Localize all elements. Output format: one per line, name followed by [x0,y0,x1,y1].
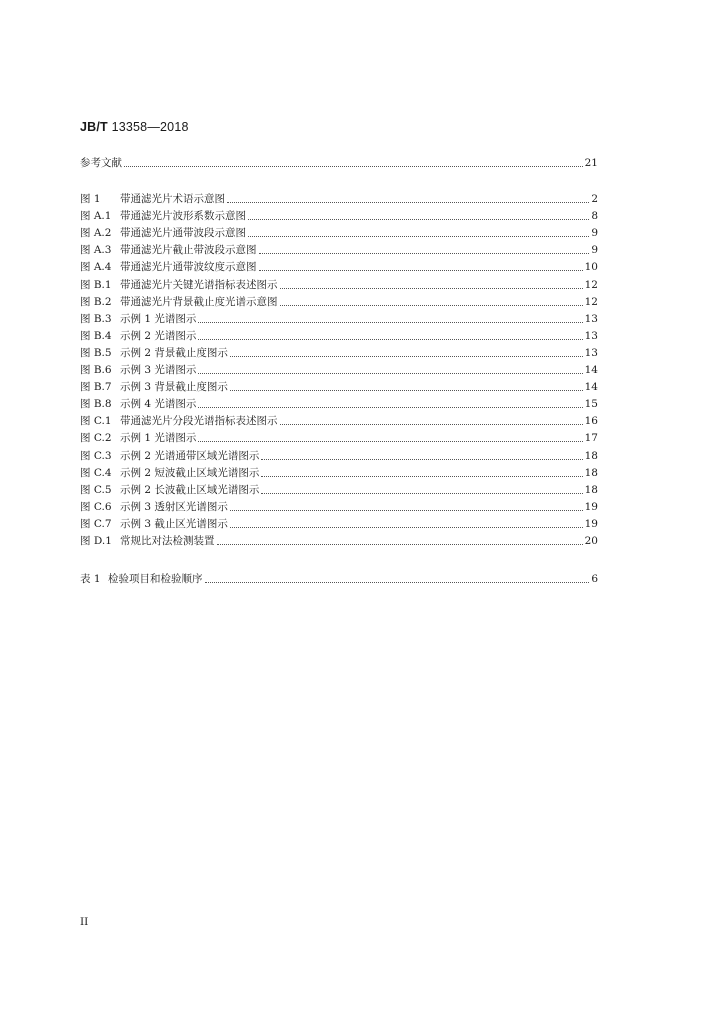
toc-entry-page: 19 [584,500,598,513]
toc-leader-dots [248,235,589,237]
toc-entry-page: 15 [584,398,598,411]
toc-entry-title: 常规比对法检测装置 [120,535,215,547]
toc-entry-page: 21 [584,157,598,169]
toc-entry-title: 带通滤光片通带波段示意图 [120,227,246,240]
toc-entry-figure[interactable] [80,412,598,428]
toc-entry-figure[interactable] [80,498,598,514]
toc-leader-dots [261,492,582,494]
toc-entry-label: 图 B.2 [80,295,112,308]
toc-entry-label: 图 B.3 [80,312,112,325]
toc-entry-label: 图 C.5 [80,483,112,496]
toc-entry-figure[interactable] [80,395,598,411]
toc-entry-page: 17 [584,432,598,445]
toc-leader-dots [198,406,582,408]
toc-entry-label: 图 A.1 [80,210,112,223]
toc-entry-label: 图 A.2 [80,227,112,240]
toc-leader-dots [230,509,583,511]
toc-entry-page: 20 [584,535,598,547]
toc-entry-label: 图 C.4 [80,466,112,479]
toc-entry-references[interactable] [80,154,598,170]
toc-entry-figure[interactable] [80,532,598,548]
toc-leader-dots [227,201,589,203]
toc-entry-label: 图 A.4 [80,261,112,274]
toc-leader-dots [280,304,583,306]
toc-leader-dots [261,475,582,477]
toc-entry-title: 带通滤光片截止带波段示意图 [120,244,257,257]
toc-entry-title: 示例 1 光谱图示 [120,312,197,325]
toc-entry-page: 13 [584,312,598,325]
toc-entry-title: 带通滤光片背景截止度光谱示意图 [120,295,278,308]
toc-entry-figure[interactable] [80,361,598,377]
toc-entry-title: 示例 3 背景截止度图示 [120,381,228,394]
toc-entry-title: 带通滤光片术语示意图 [120,193,225,205]
toc-entry-title: 示例 2 光谱图示 [120,329,197,342]
toc-entry-page: 8 [591,210,598,223]
toc-entry-label: 图 B.8 [80,398,112,411]
standard-code: JB/T [80,120,108,134]
toc-entry-page: 6 [591,573,598,585]
toc-leader-dots [217,543,583,545]
toc-leader-dots [230,526,583,528]
toc-entry-label: 图 B.5 [80,346,112,359]
toc-leader-dots [230,355,583,357]
toc-entry-label: 图 D.1 [80,535,112,547]
toc-entry-label: 图 1 [80,193,101,205]
toc-entry-title: 示例 2 短波截止区域光谱图示 [120,466,260,479]
toc-entry-page: 13 [584,346,598,359]
toc-entry-figure[interactable] [80,241,598,257]
toc-leader-dots [198,338,582,340]
toc-entry-label: 图 A.3 [80,244,112,257]
toc-entry-title: 示例 2 背景截止度图示 [120,346,228,359]
standard-header [80,120,189,134]
toc-entry-title: 带通滤光片关键光谱指标表述图示 [120,278,278,291]
toc-entry-label: 图 C.6 [80,500,112,513]
toc-entry-page: 18 [584,466,598,479]
toc-entry-title: 示例 3 截止区光谱图示 [120,517,228,530]
toc-entry-figure[interactable] [80,429,598,445]
toc-entry-label: 图 C.1 [80,415,112,428]
toc-entry-page: 19 [584,517,598,530]
toc-leader-dots [280,423,583,425]
toc-entry-title: 示例 1 光谱图示 [120,432,197,445]
toc-entry-figure[interactable] [80,224,598,240]
toc-entry-page: 9 [591,227,598,240]
toc-entry-title: 示例 4 光谱图示 [120,398,197,411]
toc-leader-dots [261,458,582,460]
toc-entry-label: 表 1 [80,573,101,585]
toc-entry-page: 13 [584,329,598,342]
toc-entry-figure[interactable] [80,310,598,326]
toc-entry-figure[interactable] [80,481,598,497]
toc-leader-dots [205,581,590,583]
toc-leader-dots [280,287,583,289]
toc-leader-dots [198,321,582,323]
toc-entry-figure[interactable] [80,327,598,343]
toc-entry-title: 示例 3 光谱图示 [120,364,197,376]
toc-leader-dots [198,372,582,374]
toc-entry-figure[interactable] [80,344,598,360]
toc-entry-label: 图 C.2 [80,432,112,445]
toc-entry-figure[interactable] [80,378,598,394]
toc-leader-dots [198,440,582,442]
toc-entry-label: 图 B.7 [80,381,112,394]
toc-entry-figure[interactable] [80,464,598,480]
toc-entry-label: 图 C.7 [80,517,112,530]
toc-leader-dots [124,165,583,167]
standard-number: 13358—2018 [107,120,189,134]
toc-entry-figure[interactable] [80,276,598,292]
toc-entry-title: 参考文献 [80,157,122,169]
toc-entry-figure[interactable] [80,190,598,206]
toc-leader-dots [259,269,583,271]
toc-entry-title: 带通滤光片通带波纹度示意图 [120,261,257,274]
toc-entry-page: 18 [584,483,598,496]
toc-entry-page: 18 [584,449,598,462]
toc-entry-label: 图 C.3 [80,449,112,462]
toc-entry-page: 16 [584,415,598,428]
toc-entry-label: 图 B.4 [80,329,112,342]
toc-entry-title: 带通滤光片分段光谱指标表述图示 [120,415,278,428]
toc-entry-page: 14 [584,381,598,394]
toc-entry-title: 示例 3 透射区光谱图示 [120,500,228,513]
toc-entry-figure[interactable] [80,293,598,309]
toc-entry-table[interactable] [80,570,598,586]
toc-entry-label: 图 B.6 [80,364,112,376]
toc-leader-dots [230,389,583,391]
toc-entry-page: 12 [584,295,598,308]
toc-entry-label: 图 B.1 [80,278,112,291]
toc-entry-title: 检验项目和检验顺序 [108,573,203,585]
toc-entry-page: 12 [584,278,598,291]
toc-entry-figure[interactable] [80,447,598,463]
toc-entry-title: 带通滤光片波形系数示意图 [120,210,246,223]
toc-entry-figure[interactable] [80,515,598,531]
page-number: II [80,916,89,928]
toc-entry-figure[interactable] [80,258,598,274]
toc-leader-dots [248,218,589,220]
toc-entry-page: 9 [591,244,598,257]
toc-entry-page: 14 [584,364,598,376]
toc-entry-title: 示例 2 长波截止区域光谱图示 [120,483,260,496]
toc-leader-dots [259,252,590,254]
toc-entry-title: 示例 2 光谱通带区域光谱图示 [120,449,260,462]
toc-entry-figure[interactable] [80,207,598,223]
toc-entry-page: 2 [591,193,598,205]
toc-entry-page: 10 [584,261,598,274]
